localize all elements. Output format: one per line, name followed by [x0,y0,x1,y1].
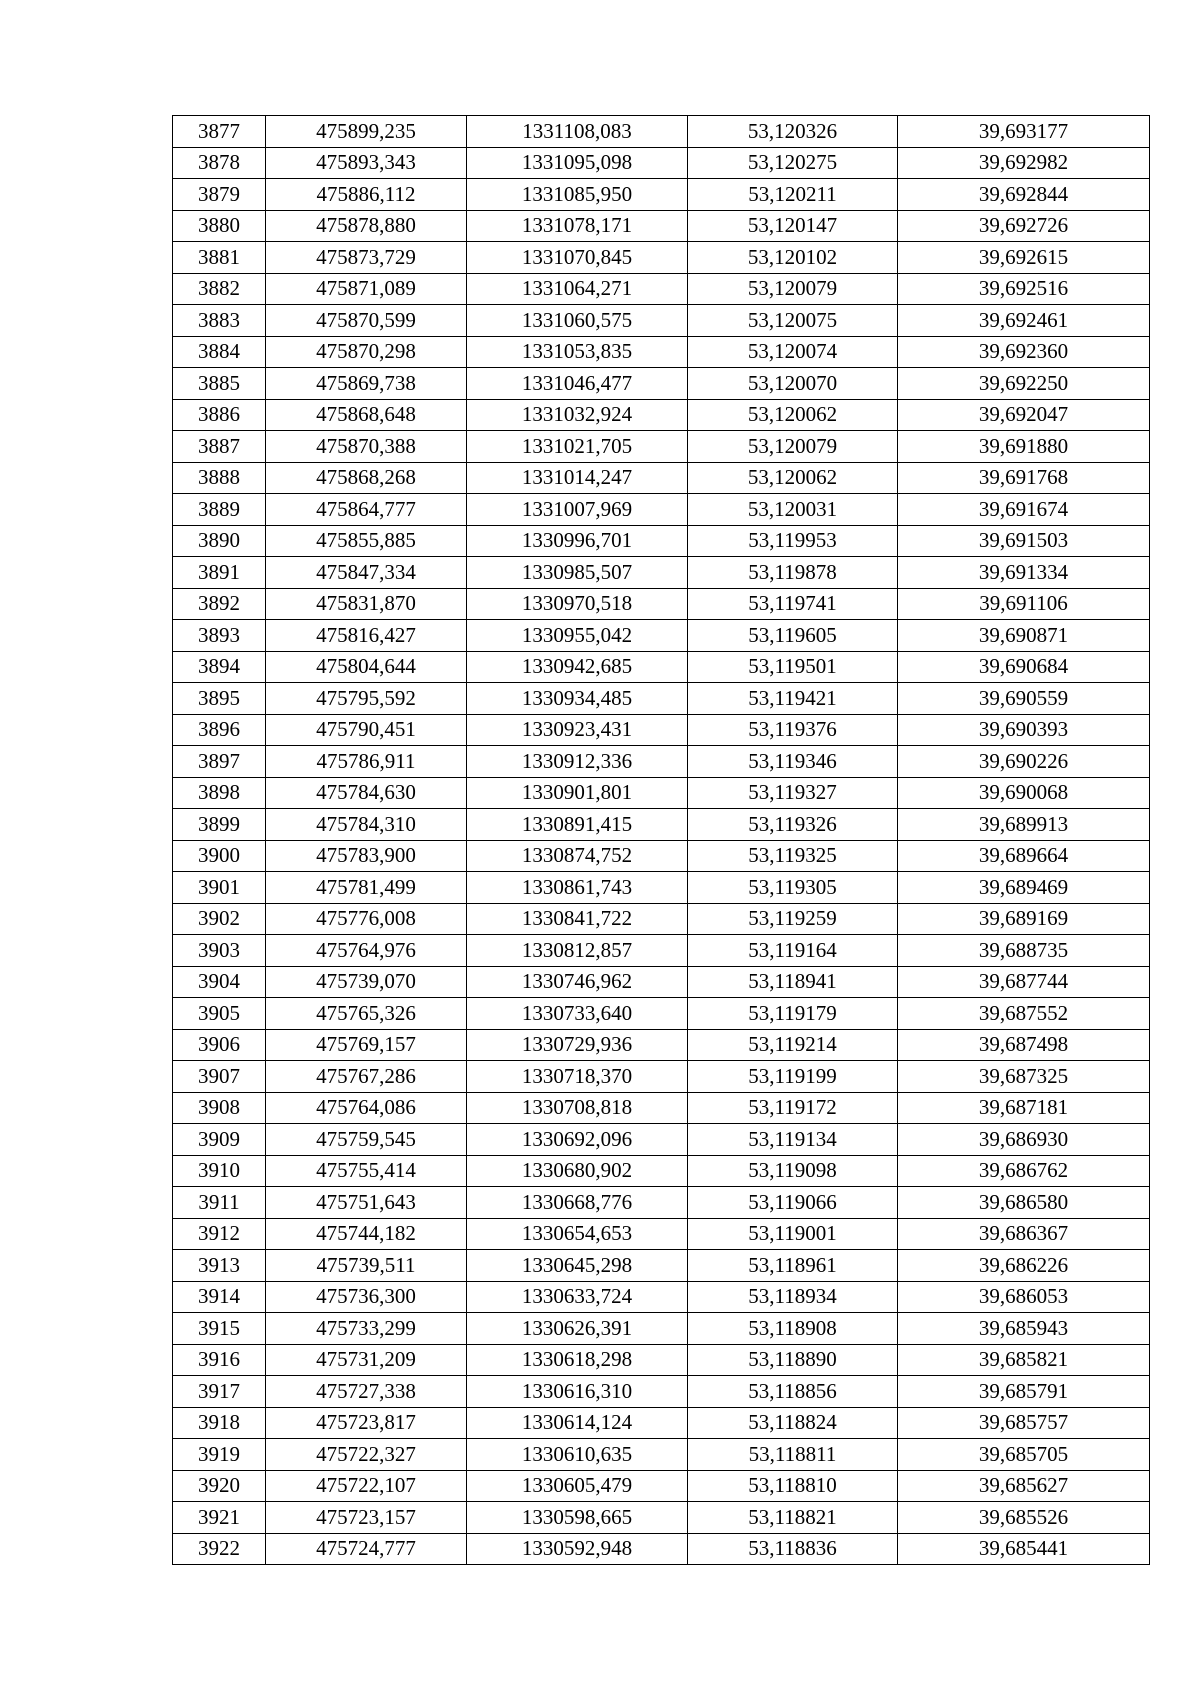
table-row [173,210,1150,242]
longitude-cell: 39,688735 [898,935,1150,967]
latitude-cell: 53,118856 [688,1376,898,1408]
point-number-cell: 3878 [173,147,266,179]
y-coordinate-cell: 1330680,902 [467,1155,688,1187]
y-coordinate-cell: 1330970,518 [467,588,688,620]
coordinate-table-body [173,116,1150,1565]
table-row [173,557,1150,589]
table-row [173,1092,1150,1124]
table-row [173,368,1150,400]
point-number-cell: 3899 [173,809,266,841]
y-coordinate-cell: 1330955,042 [467,620,688,652]
x-coordinate-cell: 475786,911 [266,746,467,778]
latitude-cell: 53,119172 [688,1092,898,1124]
point-number-cell: 3893 [173,620,266,652]
longitude-cell: 39,693177 [898,116,1150,148]
x-coordinate-cell: 475899,235 [266,116,467,148]
longitude-cell: 39,690226 [898,746,1150,778]
latitude-cell: 53,118811 [688,1439,898,1471]
table-row [173,1344,1150,1376]
longitude-cell: 39,691106 [898,588,1150,620]
point-number-cell: 3906 [173,1029,266,1061]
longitude-cell: 39,691674 [898,494,1150,526]
latitude-cell: 53,119376 [688,714,898,746]
y-coordinate-cell: 1330733,640 [467,998,688,1030]
y-coordinate-cell: 1331070,845 [467,242,688,274]
table-row [173,399,1150,431]
point-number-cell: 3887 [173,431,266,463]
x-coordinate-cell: 475769,157 [266,1029,467,1061]
point-number-cell: 3896 [173,714,266,746]
point-number-cell: 3910 [173,1155,266,1187]
table-row [173,935,1150,967]
x-coordinate-cell: 475870,388 [266,431,467,463]
point-number-cell: 3898 [173,777,266,809]
x-coordinate-cell: 475776,008 [266,903,467,935]
latitude-cell: 53,120211 [688,179,898,211]
y-coordinate-cell: 1330598,665 [467,1502,688,1534]
latitude-cell: 53,119325 [688,840,898,872]
longitude-cell: 39,686053 [898,1281,1150,1313]
x-coordinate-cell: 475723,157 [266,1502,467,1534]
table-row [173,1376,1150,1408]
table-row [173,1218,1150,1250]
coordinate-table [172,115,1150,1565]
y-coordinate-cell: 1330645,298 [467,1250,688,1282]
x-coordinate-cell: 475790,451 [266,714,467,746]
x-coordinate-cell: 475784,310 [266,809,467,841]
x-coordinate-cell: 475722,327 [266,1439,467,1471]
latitude-cell: 53,120326 [688,116,898,148]
point-number-cell: 3886 [173,399,266,431]
x-coordinate-cell: 475878,880 [266,210,467,242]
x-coordinate-cell: 475736,300 [266,1281,467,1313]
table-row [173,1124,1150,1156]
longitude-cell: 39,685705 [898,1439,1150,1471]
x-coordinate-cell: 475870,599 [266,305,467,337]
x-coordinate-cell: 475868,268 [266,462,467,494]
point-number-cell: 3903 [173,935,266,967]
latitude-cell: 53,119501 [688,651,898,683]
y-coordinate-cell: 1331060,575 [467,305,688,337]
latitude-cell: 53,118824 [688,1407,898,1439]
table-row [173,305,1150,337]
table-row [173,1502,1150,1534]
x-coordinate-cell: 475893,343 [266,147,467,179]
longitude-cell: 39,686367 [898,1218,1150,1250]
y-coordinate-cell: 1330605,479 [467,1470,688,1502]
point-number-cell: 3904 [173,966,266,998]
table-row [173,116,1150,148]
x-coordinate-cell: 475765,326 [266,998,467,1030]
point-number-cell: 3894 [173,651,266,683]
y-coordinate-cell: 1330942,685 [467,651,688,683]
latitude-cell: 53,118890 [688,1344,898,1376]
y-coordinate-cell: 1331108,083 [467,116,688,148]
point-number-cell: 3895 [173,683,266,715]
latitude-cell: 53,119066 [688,1187,898,1219]
point-number-cell: 3915 [173,1313,266,1345]
y-coordinate-cell: 1331095,098 [467,147,688,179]
longitude-cell: 39,687181 [898,1092,1150,1124]
point-number-cell: 3890 [173,525,266,557]
y-coordinate-cell: 1330841,722 [467,903,688,935]
latitude-cell: 53,119164 [688,935,898,967]
table-row [173,336,1150,368]
table-row [173,179,1150,211]
table-row [173,777,1150,809]
longitude-cell: 39,692844 [898,179,1150,211]
y-coordinate-cell: 1331085,950 [467,179,688,211]
latitude-cell: 53,119259 [688,903,898,935]
latitude-cell: 53,118821 [688,1502,898,1534]
latitude-cell: 53,119326 [688,809,898,841]
x-coordinate-cell: 475724,777 [266,1533,467,1565]
longitude-cell: 39,685791 [898,1376,1150,1408]
longitude-cell: 39,685526 [898,1502,1150,1534]
longitude-cell: 39,689913 [898,809,1150,841]
latitude-cell: 53,120275 [688,147,898,179]
x-coordinate-cell: 475781,499 [266,872,467,904]
point-number-cell: 3916 [173,1344,266,1376]
point-number-cell: 3881 [173,242,266,274]
point-number-cell: 3911 [173,1187,266,1219]
longitude-cell: 39,686930 [898,1124,1150,1156]
table-row [173,242,1150,274]
x-coordinate-cell: 475868,648 [266,399,467,431]
point-number-cell: 3892 [173,588,266,620]
latitude-cell: 53,119179 [688,998,898,1030]
table-row [173,494,1150,526]
point-number-cell: 3885 [173,368,266,400]
longitude-cell: 39,692726 [898,210,1150,242]
longitude-cell: 39,692982 [898,147,1150,179]
y-coordinate-cell: 1330934,485 [467,683,688,715]
y-coordinate-cell: 1331046,477 [467,368,688,400]
y-coordinate-cell: 1331078,171 [467,210,688,242]
table-row [173,683,1150,715]
latitude-cell: 53,119134 [688,1124,898,1156]
point-number-cell: 3877 [173,116,266,148]
y-coordinate-cell: 1330729,936 [467,1029,688,1061]
y-coordinate-cell: 1331014,247 [467,462,688,494]
y-coordinate-cell: 1330626,391 [467,1313,688,1345]
longitude-cell: 39,690068 [898,777,1150,809]
point-number-cell: 3905 [173,998,266,1030]
y-coordinate-cell: 1330912,336 [467,746,688,778]
longitude-cell: 39,690559 [898,683,1150,715]
latitude-cell: 53,119001 [688,1218,898,1250]
longitude-cell: 39,691880 [898,431,1150,463]
x-coordinate-cell: 475795,592 [266,683,467,715]
table-row [173,1029,1150,1061]
latitude-cell: 53,120079 [688,431,898,463]
point-number-cell: 3913 [173,1250,266,1282]
table-row [173,1061,1150,1093]
y-coordinate-cell: 1330616,310 [467,1376,688,1408]
latitude-cell: 53,119605 [688,620,898,652]
point-number-cell: 3917 [173,1376,266,1408]
longitude-cell: 39,692615 [898,242,1150,274]
y-coordinate-cell: 1330692,096 [467,1124,688,1156]
longitude-cell: 39,690393 [898,714,1150,746]
x-coordinate-cell: 475869,738 [266,368,467,400]
latitude-cell: 53,118908 [688,1313,898,1345]
latitude-cell: 53,120075 [688,305,898,337]
longitude-cell: 39,689664 [898,840,1150,872]
longitude-cell: 39,686580 [898,1187,1150,1219]
latitude-cell: 53,119421 [688,683,898,715]
latitude-cell: 53,120147 [688,210,898,242]
longitude-cell: 39,690871 [898,620,1150,652]
x-coordinate-cell: 475723,817 [266,1407,467,1439]
y-coordinate-cell: 1330923,431 [467,714,688,746]
table-row [173,1155,1150,1187]
x-coordinate-cell: 475727,338 [266,1376,467,1408]
x-coordinate-cell: 475816,427 [266,620,467,652]
point-number-cell: 3900 [173,840,266,872]
latitude-cell: 53,119346 [688,746,898,778]
table-row [173,809,1150,841]
longitude-cell: 39,685627 [898,1470,1150,1502]
longitude-cell: 39,685943 [898,1313,1150,1345]
table-row [173,273,1150,305]
longitude-cell: 39,687552 [898,998,1150,1030]
point-number-cell: 3889 [173,494,266,526]
table-row [173,1470,1150,1502]
y-coordinate-cell: 1330861,743 [467,872,688,904]
y-coordinate-cell: 1331021,705 [467,431,688,463]
point-number-cell: 3884 [173,336,266,368]
latitude-cell: 53,118941 [688,966,898,998]
longitude-cell: 39,689169 [898,903,1150,935]
y-coordinate-cell: 1330708,818 [467,1092,688,1124]
latitude-cell: 53,120062 [688,399,898,431]
longitude-cell: 39,687498 [898,1029,1150,1061]
latitude-cell: 53,119199 [688,1061,898,1093]
x-coordinate-cell: 475864,777 [266,494,467,526]
table-row [173,746,1150,778]
y-coordinate-cell: 1330874,752 [467,840,688,872]
x-coordinate-cell: 475784,630 [266,777,467,809]
longitude-cell: 39,692461 [898,305,1150,337]
table-row [173,840,1150,872]
longitude-cell: 39,691768 [898,462,1150,494]
latitude-cell: 53,119214 [688,1029,898,1061]
y-coordinate-cell: 1331053,835 [467,336,688,368]
point-number-cell: 3882 [173,273,266,305]
latitude-cell: 53,120062 [688,462,898,494]
x-coordinate-cell: 475886,112 [266,179,467,211]
table-row [173,620,1150,652]
y-coordinate-cell: 1331064,271 [467,273,688,305]
x-coordinate-cell: 475847,334 [266,557,467,589]
y-coordinate-cell: 1330996,701 [467,525,688,557]
point-number-cell: 3919 [173,1439,266,1471]
x-coordinate-cell: 475873,729 [266,242,467,274]
longitude-cell: 39,692516 [898,273,1150,305]
point-number-cell: 3888 [173,462,266,494]
point-number-cell: 3912 [173,1218,266,1250]
table-row [173,872,1150,904]
longitude-cell: 39,687744 [898,966,1150,998]
table-row [173,147,1150,179]
longitude-cell: 39,686226 [898,1250,1150,1282]
table-row [173,651,1150,683]
table-row [173,966,1150,998]
y-coordinate-cell: 1331007,969 [467,494,688,526]
y-coordinate-cell: 1330610,635 [467,1439,688,1471]
x-coordinate-cell: 475764,976 [266,935,467,967]
latitude-cell: 53,120031 [688,494,898,526]
x-coordinate-cell: 475855,885 [266,525,467,557]
latitude-cell: 53,119878 [688,557,898,589]
table-row [173,998,1150,1030]
x-coordinate-cell: 475804,644 [266,651,467,683]
latitude-cell: 53,119953 [688,525,898,557]
table-row [173,1313,1150,1345]
x-coordinate-cell: 475767,286 [266,1061,467,1093]
table-row [173,1281,1150,1313]
y-coordinate-cell: 1330891,415 [467,809,688,841]
point-number-cell: 3901 [173,872,266,904]
y-coordinate-cell: 1330633,724 [467,1281,688,1313]
table-row [173,1250,1150,1282]
point-number-cell: 3920 [173,1470,266,1502]
y-coordinate-cell: 1330668,776 [467,1187,688,1219]
x-coordinate-cell: 475751,643 [266,1187,467,1219]
longitude-cell: 39,692047 [898,399,1150,431]
longitude-cell: 39,686762 [898,1155,1150,1187]
longitude-cell: 39,691503 [898,525,1150,557]
point-number-cell: 3907 [173,1061,266,1093]
point-number-cell: 3897 [173,746,266,778]
point-number-cell: 3880 [173,210,266,242]
latitude-cell: 53,120070 [688,368,898,400]
latitude-cell: 53,120079 [688,273,898,305]
longitude-cell: 39,689469 [898,872,1150,904]
longitude-cell: 39,692250 [898,368,1150,400]
point-number-cell: 3921 [173,1502,266,1534]
latitude-cell: 53,119741 [688,588,898,620]
y-coordinate-cell: 1330985,507 [467,557,688,589]
table-row [173,903,1150,935]
table-row [173,1533,1150,1565]
table-row [173,714,1150,746]
point-number-cell: 3908 [173,1092,266,1124]
table-row [173,462,1150,494]
x-coordinate-cell: 475733,299 [266,1313,467,1345]
longitude-cell: 39,692360 [898,336,1150,368]
table-row [173,1407,1150,1439]
table-row [173,1187,1150,1219]
point-number-cell: 3902 [173,903,266,935]
table-row [173,588,1150,620]
point-number-cell: 3914 [173,1281,266,1313]
point-number-cell: 3883 [173,305,266,337]
longitude-cell: 39,685441 [898,1533,1150,1565]
point-number-cell: 3891 [173,557,266,589]
x-coordinate-cell: 475783,900 [266,840,467,872]
point-number-cell: 3909 [173,1124,266,1156]
point-number-cell: 3879 [173,179,266,211]
x-coordinate-cell: 475871,089 [266,273,467,305]
x-coordinate-cell: 475759,545 [266,1124,467,1156]
y-coordinate-cell: 1330901,801 [467,777,688,809]
latitude-cell: 53,118934 [688,1281,898,1313]
x-coordinate-cell: 475831,870 [266,588,467,620]
y-coordinate-cell: 1330592,948 [467,1533,688,1565]
x-coordinate-cell: 475731,209 [266,1344,467,1376]
longitude-cell: 39,685821 [898,1344,1150,1376]
longitude-cell: 39,687325 [898,1061,1150,1093]
longitude-cell: 39,685757 [898,1407,1150,1439]
latitude-cell: 53,118810 [688,1470,898,1502]
y-coordinate-cell: 1330614,124 [467,1407,688,1439]
y-coordinate-cell: 1330654,653 [467,1218,688,1250]
x-coordinate-cell: 475739,070 [266,966,467,998]
x-coordinate-cell: 475744,182 [266,1218,467,1250]
table-row [173,1439,1150,1471]
latitude-cell: 53,120074 [688,336,898,368]
y-coordinate-cell: 1330812,857 [467,935,688,967]
table-row [173,525,1150,557]
point-number-cell: 3918 [173,1407,266,1439]
latitude-cell: 53,118961 [688,1250,898,1282]
longitude-cell: 39,690684 [898,651,1150,683]
latitude-cell: 53,118836 [688,1533,898,1565]
table-row [173,431,1150,463]
y-coordinate-cell: 1330718,370 [467,1061,688,1093]
x-coordinate-cell: 475764,086 [266,1092,467,1124]
latitude-cell: 53,119327 [688,777,898,809]
x-coordinate-cell: 475870,298 [266,336,467,368]
y-coordinate-cell: 1330618,298 [467,1344,688,1376]
y-coordinate-cell: 1331032,924 [467,399,688,431]
longitude-cell: 39,691334 [898,557,1150,589]
latitude-cell: 53,120102 [688,242,898,274]
point-number-cell: 3922 [173,1533,266,1565]
latitude-cell: 53,119098 [688,1155,898,1187]
latitude-cell: 53,119305 [688,872,898,904]
x-coordinate-cell: 475722,107 [266,1470,467,1502]
x-coordinate-cell: 475755,414 [266,1155,467,1187]
x-coordinate-cell: 475739,511 [266,1250,467,1282]
y-coordinate-cell: 1330746,962 [467,966,688,998]
